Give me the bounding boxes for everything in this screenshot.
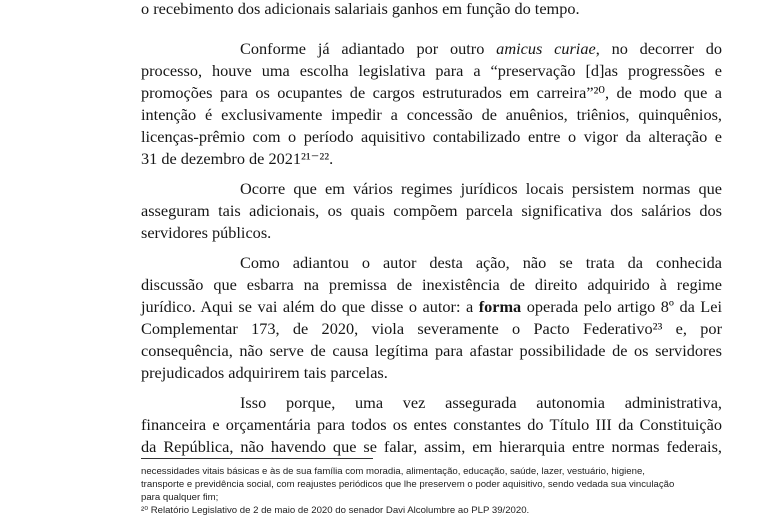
text-line: asseguram tais adicionais, os quais compõem parcela significativa dos salários dos [141,201,722,220]
text-line: jurídico. Aqui se vai além do que disse o autor: a forma operada pelo artigo 8º da Lei [141,297,723,316]
text-line: da República, não havendo que se falar, assim, em hierarquia entre normas federais, [141,437,722,456]
footnote-separator [141,458,373,459]
text-line: Ocorre que em vários regimes jurídicos locais persistem normas que [240,179,722,198]
text-line: Conforme já adiantado por outro amicus curiae, no decorrer do [240,39,722,58]
text-line: 31 de dezembro de 2021²¹⁻²². [141,149,334,168]
footnote-line: transporte e previdência social, com reajustes periódicos que lhe preservem o poder aquisitivo, sendo vedada sua vinculação [141,479,675,490]
text-line: Complementar 173, de 2020, viola severamente o Pacto Federativo²³ e, por [141,319,722,338]
text-line: Como adiantou o autor desta ação, não se trata da conhecida [240,253,722,272]
text-line: prejudicados adquirirem tais parcelas. [141,363,388,382]
footnote-line: necessidades vitais básicas e às de sua família com moradia, alimentação, educação, saúde, lazer, vestuário, higiene, [141,466,645,477]
text-line: o recebimento dos adicionais salariais ganhos em função do tempo. [141,0,580,18]
text-line: consequência, não serve de causa legítima para afastar possibilidade de os servidores [141,341,722,360]
text-line: servidores públicos. [141,223,272,242]
text-line: processo, houve uma escolha legislativa para a “preservação [d]as progressões e [141,61,722,80]
footnote-line: ²⁰ Relatório Legislativo de 2 de maio de 2020 do senador Davi Alcolumbre ao PLP 39/2020. [141,505,530,516]
text-line: promoções para os ocupantes de cargos estruturados em carreira”²⁰, de modo que a [141,83,722,102]
text-line: Isso porque, uma vez assegurada autonomia administrativa, [240,393,722,412]
text-line: financeira e orçamentária para todos os entes constantes do Título III da Constituição [141,415,722,434]
text-line: licenças-prêmio com o período aquisitivo contabilizado entre o vigor da alteração e [141,127,722,146]
text-line: discussão que esbarra na premissa de inexistência de direito adquirido à regime [141,275,722,294]
text-line: intenção é exclusivamente impedir a concessão de anuênios, triênios, quinquênios, [141,105,722,124]
footnote-line: para qualquer fim; [141,492,219,503]
